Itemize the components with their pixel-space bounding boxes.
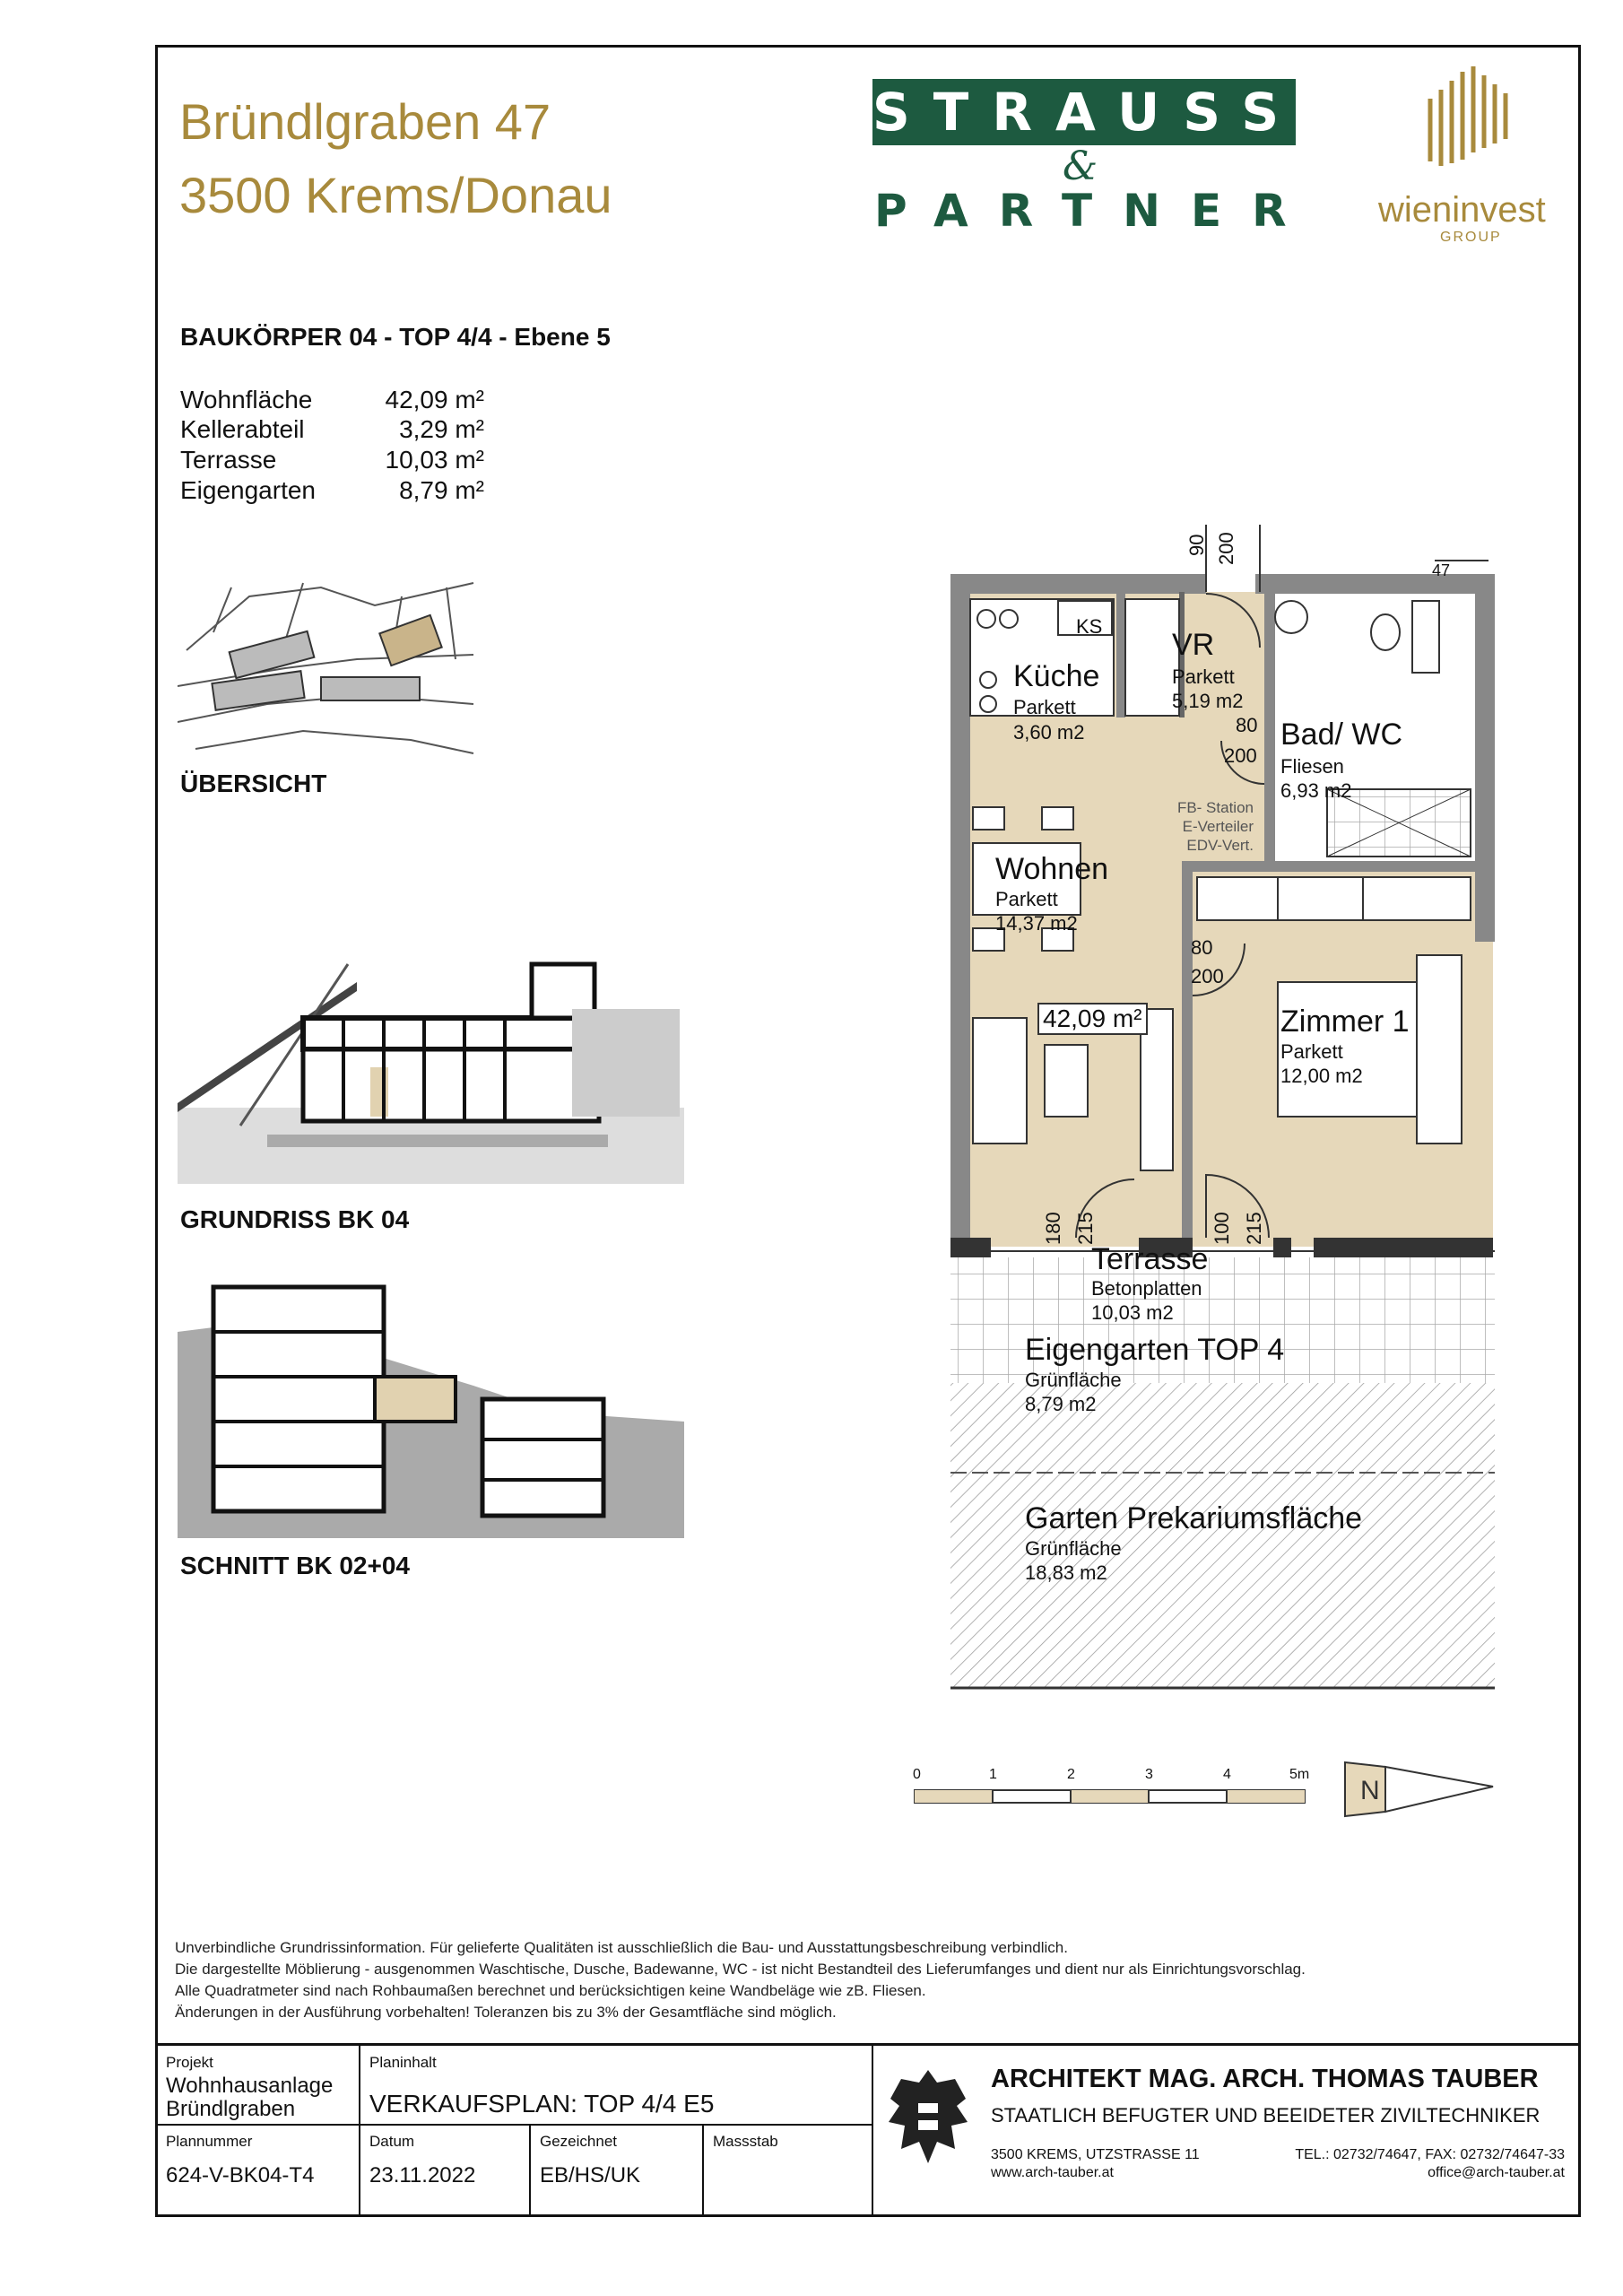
room-bad-area: 6,93 m2: [1280, 779, 1352, 802]
projekt-label: Projekt: [166, 2054, 213, 2071]
room-vr-floor: Parkett: [1172, 665, 1235, 688]
room-kueche-floor: Parkett: [1013, 696, 1076, 718]
dim-label: 80: [1191, 936, 1213, 959]
svg-text:N: N: [1360, 1776, 1380, 1805]
fb-station-line: E-Verteiler: [1182, 818, 1254, 835]
ks-label: KS: [1076, 615, 1103, 638]
titleblock-border: [872, 2043, 873, 2217]
titleblock-border: [155, 2043, 1581, 2046]
dim-label: 200: [1224, 744, 1257, 767]
projekt-line-2: Bründlgraben: [166, 2097, 296, 2121]
schnitt-thumbnail: [178, 1278, 684, 1538]
dim-label: 80: [1236, 714, 1258, 736]
room-bad-name: Bad/ WC: [1280, 718, 1403, 752]
fb-station-note: [1173, 798, 1254, 855]
wieninvest-group-text: GROUP: [1440, 230, 1502, 245]
strauss-logo: STRAUSS: [872, 79, 1296, 145]
stat-value: 3,29 m²: [399, 415, 484, 443]
massstab-label: Massstab: [713, 2133, 778, 2150]
scale-tick-label: 1: [989, 1767, 997, 1782]
architect-subtitle: STAATLICH BEFUGTER UND BEEIDETER ZIVILTECHNIKER: [991, 2104, 1541, 2126]
stat-label: Wohnfläche: [180, 386, 313, 413]
titleblock-border: [529, 2124, 531, 2217]
overview-site-map: [178, 578, 482, 758]
scale-bar: [910, 1785, 1314, 1812]
dim-label: 180: [1042, 1212, 1064, 1245]
dim-label: 215: [1074, 1212, 1097, 1245]
stat-value: 8,79 m²: [399, 476, 484, 504]
titleblock-border: [155, 2124, 872, 2126]
room-wohnen-area: 14,37 m2: [995, 912, 1078, 935]
fb-station-line: EDV-Vert.: [1186, 837, 1254, 854]
dim-label: 200: [1191, 965, 1224, 987]
scale-tick-label: 3: [1145, 1767, 1153, 1782]
room-zimmer-name: Zimmer 1: [1280, 1004, 1410, 1039]
room-garten-name: Garten Prekariumsfläche: [1025, 1501, 1363, 1535]
architect-address: 3500 KREMS, UTZSTRASSE 11: [991, 2147, 1200, 2162]
stat-label: Kellerabteil: [180, 415, 305, 443]
room-vr-area: 5,19 m2: [1172, 690, 1244, 712]
scale-tick-label: 4: [1223, 1767, 1231, 1782]
architect-web: www.arch-tauber.at: [991, 2165, 1114, 2180]
room-zimmer-floor: Parkett: [1280, 1040, 1343, 1063]
partner-logo: PARTNER: [874, 185, 1317, 237]
strauss-logo-amp: &: [1063, 144, 1098, 189]
gezeichnet-value: EB/HS/UK: [540, 2163, 641, 2187]
room-garten-area: 18,83 m2: [1025, 1561, 1107, 1584]
room-eigengarten-area: 8,79 m2: [1025, 1393, 1097, 1415]
architect-email: office@arch-tauber.at: [1428, 2165, 1565, 2180]
projekt-line-1: Wohnhausanlage: [166, 2074, 334, 2098]
datum-value: 23.11.2022: [369, 2163, 476, 2187]
disclaimer-line: Alle Quadratmeter sind nach Rohbaumaßen berechnet und berücksichtigen keine Wandbeläge wie zB. Fliesen.: [175, 1982, 926, 1999]
grundriss-caption: GRUNDRISS BK 04: [180, 1205, 410, 1233]
schnitt-caption: SCHNITT BK 02+04: [180, 1552, 410, 1579]
titleblock-border: [702, 2124, 704, 2217]
room-terrasse-floor: Betonplatten: [1091, 1277, 1202, 1300]
room-vr-name: VR: [1172, 628, 1215, 662]
scale-tick-label: 5m: [1289, 1767, 1310, 1782]
unit-title: BAUKÖRPER 04 - TOP 4/4 - Ebene 5: [180, 323, 611, 351]
grundriss-thumbnail: [178, 946, 684, 1193]
dim-label: 100: [1211, 1212, 1233, 1245]
room-terrasse-area: 10,03 m2: [1091, 1301, 1174, 1324]
gezeichnet-label: Gezeichnet: [540, 2133, 617, 2150]
scale-tick-label: 0: [913, 1767, 921, 1782]
dim-label: 90: [1185, 534, 1208, 556]
scale-tick-label: 2: [1067, 1767, 1075, 1782]
dim-label: 215: [1243, 1212, 1265, 1245]
stat-label: Terrasse: [180, 446, 277, 474]
room-wohnen-name: Wohnen: [995, 852, 1109, 886]
titleblock-border: [359, 2043, 360, 2217]
dim-label: 47: [1432, 561, 1451, 579]
room-kueche-area: 3,60 m2: [1013, 721, 1085, 744]
wieninvest-logo-text: wieninvest: [1378, 190, 1546, 230]
room-kueche-name: Küche: [1013, 659, 1100, 693]
planinhalt-value: VERKAUFSPLAN: TOP 4/4 E5: [369, 2090, 715, 2118]
address-line-2: 3500 Krems/Donau: [179, 167, 612, 223]
overview-caption: ÜBERSICHT: [180, 770, 327, 797]
architect-phone: TEL.: 02732/74647, FAX: 02732/74647-33: [1295, 2147, 1565, 2162]
wieninvest-logo-mark: [1421, 63, 1515, 170]
room-bad-floor: Fliesen: [1280, 755, 1344, 778]
fb-station-line: FB- Station: [1176, 799, 1254, 816]
room-eigengarten-floor: Grünfläche: [1025, 1369, 1122, 1391]
room-garten-floor: Grünfläche: [1025, 1537, 1122, 1560]
stat-label: Eigengarten: [180, 476, 317, 504]
room-zimmer-area: 12,00 m2: [1280, 1065, 1363, 1087]
total-area-box: 42,09 m²: [1037, 1003, 1148, 1035]
planinhalt-label: Planinhalt: [369, 2054, 437, 2071]
plannummer-label: Plannummer: [166, 2133, 253, 2150]
room-wohnen-floor: Parkett: [995, 888, 1058, 910]
austria-eagle-icon: [883, 2063, 973, 2170]
disclaimer-line: Änderungen in der Ausführung vorbehalten! Toleranzen bis zu 3% der Gesamtfläche sind möglich.: [175, 2004, 837, 2021]
stat-value: 10,03 m²: [385, 446, 484, 474]
datum-label: Datum: [369, 2133, 415, 2150]
stat-value: 42,09 m²: [385, 386, 484, 413]
north-arrow-icon: [1341, 1758, 1497, 1821]
disclaimer-line: Die dargestellte Möblierung - ausgenommen Waschtische, Dusche, Badewanne, WC - ist nicht Bestandteil des Lieferumfanges und dient nur als Einrichtungsvorschlag.: [175, 1961, 1306, 1978]
plannummer-value: 624-V-BK04-T4: [166, 2163, 315, 2187]
dim-label: 200: [1215, 532, 1237, 565]
room-eigengarten-name: Eigengarten TOP 4: [1025, 1333, 1285, 1367]
room-terrasse-name: Terrasse: [1091, 1242, 1209, 1276]
disclaimer-line: Unverbindliche Grundrissinformation. Für gelieferte Qualitäten ist ausschließlich die Bau- und Ausstattungsbeschreibung verbindlich.: [175, 1939, 1068, 1956]
architect-name: ARCHITEKT MAG. ARCH. THOMAS TAUBER: [991, 2065, 1539, 2093]
address-line-1: Bründlgraben 47: [179, 93, 551, 150]
